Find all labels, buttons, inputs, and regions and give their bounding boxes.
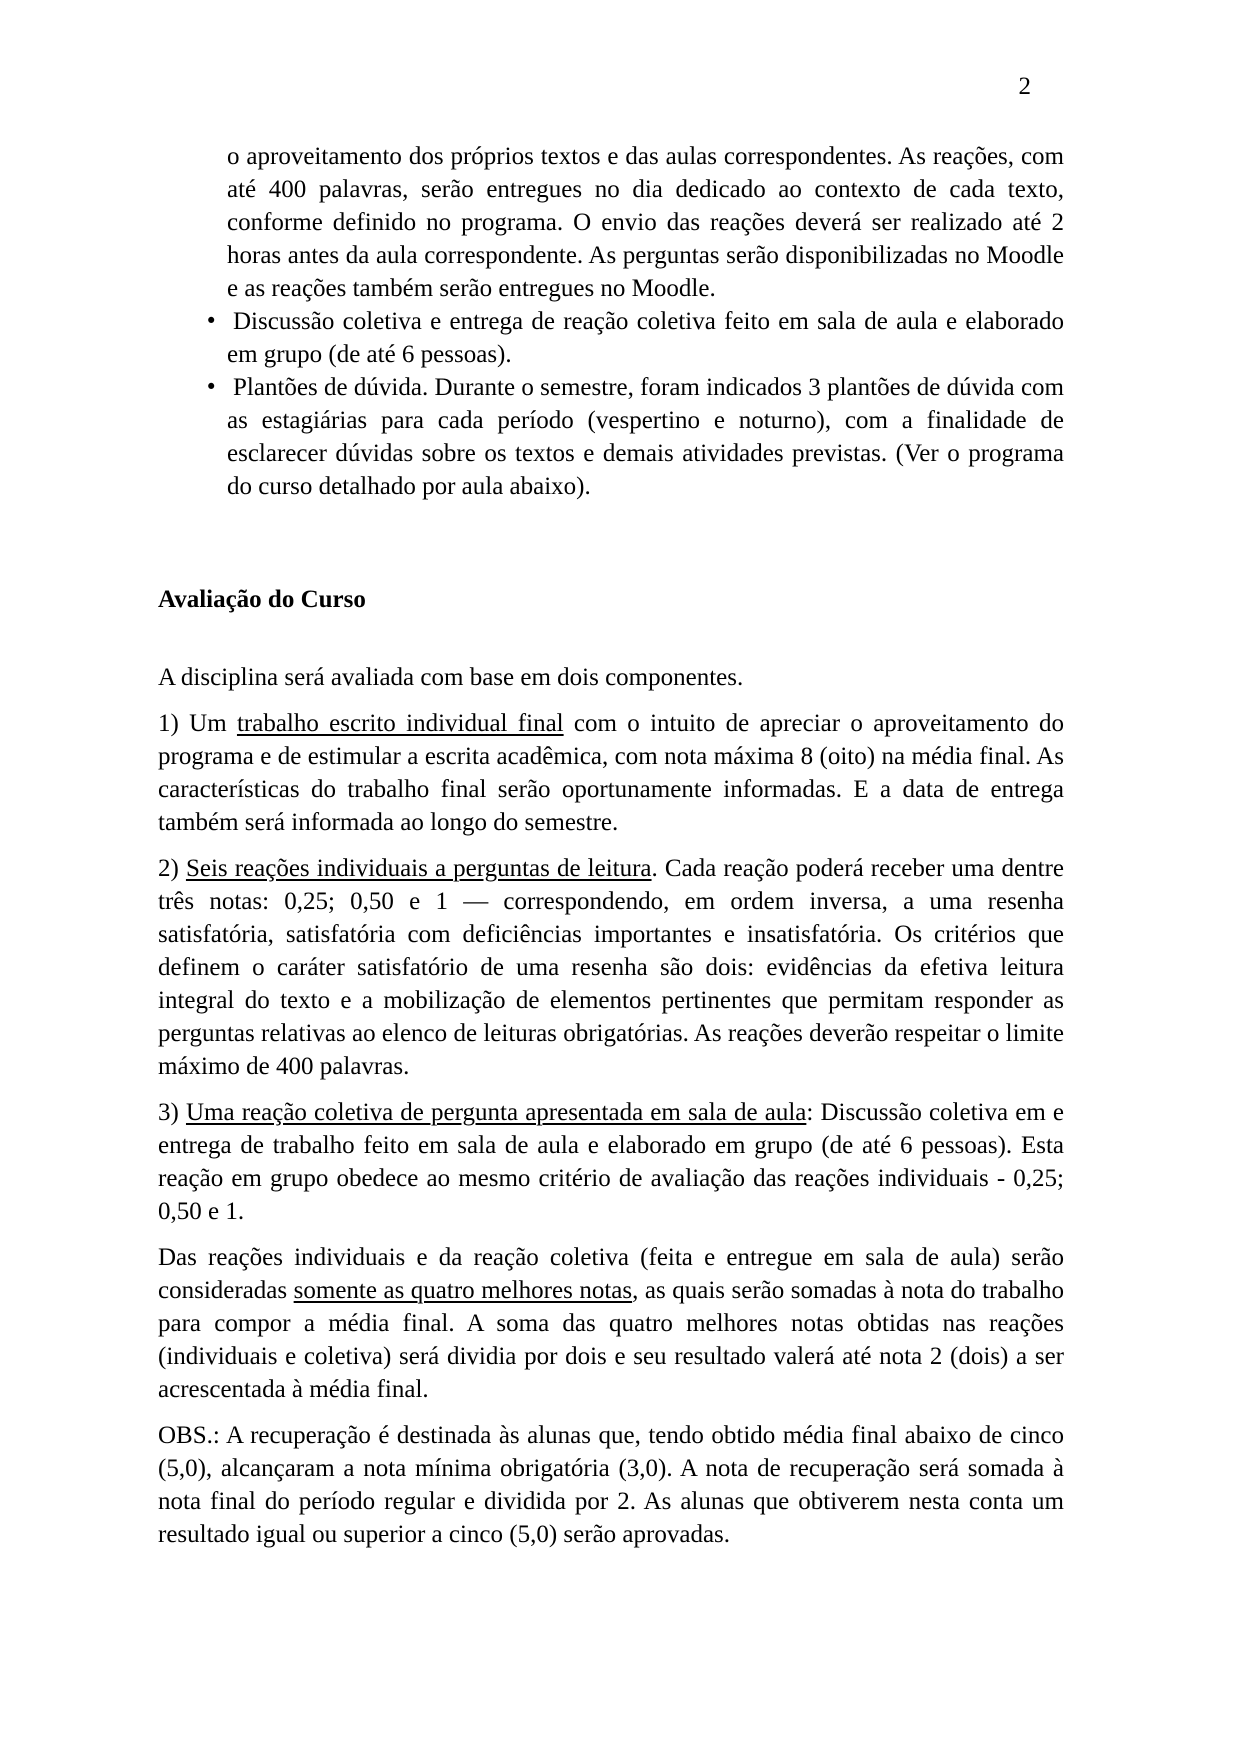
- bullet-item: [205, 371, 1064, 503]
- text-run: com o intuito de apreciar o aproveitamento do programa e de estimular a escrita acadêmica, com nota máxima 8 (oito) na média final. As características do trabalho final serão oportunamente informadas. E a data de entrega também será informada ao longo do semestre.: [158, 710, 1064, 836]
- paragraph-components: [158, 661, 1064, 694]
- text-run: 3): [158, 1099, 186, 1126]
- intro-block: [158, 140, 1064, 503]
- underlined-text-run: Uma reação coletiva de pergunta apresentada em sala de aula: [185, 1099, 807, 1126]
- section-heading: Avaliação do Curso: [158, 586, 366, 613]
- paragraph-item-3: [158, 1096, 1064, 1228]
- text-run: Das reações individuais e da reação coletiva (feita e entregue em sala de aula) serão consideradas: [158, 1244, 1064, 1304]
- page-content: [158, 140, 1064, 1551]
- paragraph-best-grades: [158, 1241, 1064, 1406]
- bullet-icon: •: [205, 375, 218, 399]
- page-number: 2: [1018, 73, 1031, 100]
- paragraph-obs: [158, 1419, 1064, 1551]
- underlined-text-run: trabalho escrito individual final: [236, 710, 564, 737]
- bullet-text: Discussão coletiva e entrega de reação coletiva feito em sala de aula e elaborado em grupo (de até 6 pessoas).: [227, 308, 1064, 368]
- text-run: OBS.: A recuperação é destinada às alunas que, tendo obtido média final abaixo de cinco (5,0), alcançaram a nota mínima obrigatória (3,0). A nota de recuperação será somada à nota final do período regular e dividida por 2. As alunas que obtiverem nesta conta um resultado igual ou superior a cinco (5,0) serão aprovadas.: [158, 1422, 1064, 1548]
- bullet-item: [205, 305, 1064, 371]
- text-run: , as quais serão somadas à nota do trabalho para compor a média final. A soma das quatro melhores notas obtidas nas reações (individuais e coletiva) será dividia por dois e seu resultado valerá até nota 2 (dois) a ser acrescentada à média final.: [158, 1277, 1064, 1403]
- paragraph-item-2: [158, 852, 1064, 1083]
- text-run: . Cada reação poderá receber uma dentre três notas: 0,25; 0,50 e 1 — correspondendo, em ordem inversa, a uma resenha satisfatória, satisfatória com deficiências importantes e insatisfatória. Os critérios que definem o caráter satisfatório de uma resenha são dois: evidências da efetiva leitura integral do texto e a mobilização de elementos pertinentes que permitam responder as perguntas relativas ao elenco de leituras obrigatórias. As reações deverão respeitar o limite máximo de 400 palavras.: [158, 855, 1065, 1080]
- text-run: : Discussão coletiva em e entrega de trabalho feito em sala de aula e elaborado em grupo (de até 6 pessoas). Esta reação em grupo obedece ao mesmo critério de avaliação das reações individuais - 0,25; 0,50 e 1.: [158, 1099, 1064, 1225]
- continuation-paragraph: o aproveitamento dos próprios textos e das aulas correspondentes. As reações, com até 400 palavras, serão entregues no dia dedicado ao contexto de cada texto, conforme definido no programa. O envio das reações deverá ser realizado até 2 horas antes da aula correspondente. As perguntas serão disponibilizadas no Moodle e as reações também serão entregues no Moodle.: [227, 143, 1064, 302]
- paragraph-item-1: [158, 707, 1064, 839]
- bullet-text: Plantões de dúvida. Durante o semestre, foram indicados 3 plantões de dúvida com as estagiárias para cada período (vespertino e noturno), com a finalidade de esclarecer dúvidas sobre os textos e demais atividades previstas. (Ver o programa do curso detalhado por aula abaixo).: [227, 374, 1064, 500]
- underlined-text-run: somente as quatro melhores notas: [293, 1277, 633, 1304]
- text-run: A disciplina será avaliada com base em dois componentes.: [158, 664, 744, 691]
- text-run: 1) Um: [158, 710, 237, 737]
- text-run: 2): [158, 855, 186, 882]
- bullet-icon: •: [205, 309, 218, 333]
- underlined-text-run: Seis reações individuais a perguntas de leitura: [185, 855, 652, 882]
